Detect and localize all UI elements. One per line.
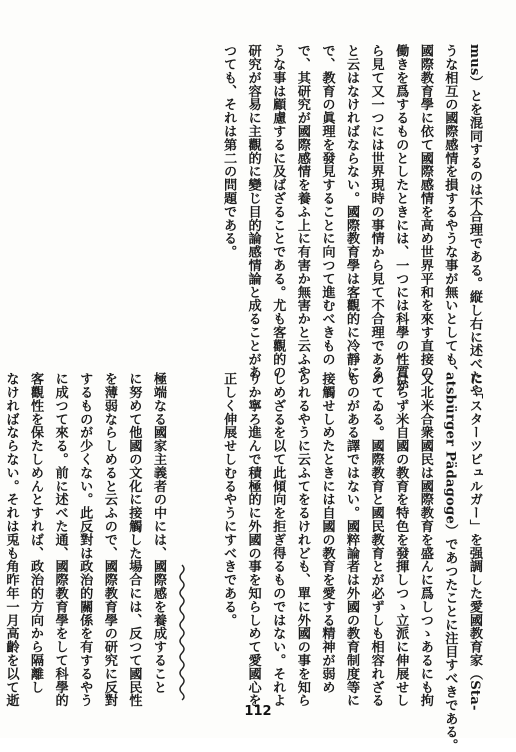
- text-line: 極端なる國家主義者の中には、國際感を養成すること: [151, 372, 166, 694]
- text-line: に努めて他國の文化に接觸した場合には、反つて國民性: [126, 372, 142, 707]
- text-line: はらず米自國の教育を特色を發揮しつゝ立派に伸展せし: [393, 372, 409, 707]
- text-line: られるやうに云ふてをるけれども、單に外國の事を知ら: [294, 372, 310, 707]
- text-line: なければならない。それは兎も角昨年一月高齡を以て逝: [3, 372, 19, 707]
- text-line: 正しく伸展せしむるやうにすべきである。: [221, 372, 237, 627]
- text-line: しめざるを以て此傾向を拒ぎ得るものではない。それよ: [270, 372, 286, 707]
- text-line: 研究が容易に主觀的に變じ目的論感情論と成ることがあ: [245, 44, 261, 379]
- text-line: atsbürger Pädagoge）であつたことに注目すべきである。: [442, 372, 458, 752]
- page-number: 112: [244, 704, 272, 719]
- section-divider-wavy-line: [176, 565, 188, 700]
- text-line: 働きを爲するものとしたときには、一つには科學の性質か: [393, 44, 409, 393]
- text-line: で、其研究が國際感情を養ふ上に有害か無害かと云ふや: [294, 44, 310, 379]
- text-line: うな事は顧慮するに及ばざることである。尤も客觀的の: [270, 44, 286, 379]
- text-line: するものが少くない。此反對は政治的關係を有するやう: [77, 372, 93, 707]
- bottom-left-text-block: [3, 372, 170, 707]
- text-line: つても、それは第二の問題である。: [221, 44, 237, 259]
- text-line: ら見て又一つには世界現時の事情から見て不合理である: [368, 44, 384, 379]
- text-line: mus）とを混同するのは不合理である。縦し右に述べたや: [467, 44, 482, 398]
- text-line: めてゐる。國際教育と國民教育とが必ずしも相容れざる: [368, 372, 384, 707]
- text-line: を薄弱ならしめると云ふので、國際教育學の研究に反對: [101, 372, 117, 707]
- text-line: 國際教育學に依て國際感情を高め世界平和を來す直接の: [417, 44, 433, 379]
- top-text-block: [30, 44, 486, 398]
- text-line: ものがある譯ではない。國粹論者は外國の教育制度等に: [344, 372, 360, 707]
- text-line: 又北米合衆國民は國際教育を盛んに爲しつゝあるにも拘: [417, 372, 433, 707]
- text-line: 接觸せしめたときには自國の教育を愛する精神が弱め: [319, 372, 335, 694]
- text-line: 客觀性を保たしめんとすれば、政治的方向から隔離し: [28, 372, 44, 694]
- text-line: に成つて來る。前に述べた通、國際教育學をして科學的: [52, 372, 68, 707]
- text-line: うな相互の國際感情を損するやうな事が無いとしても、: [442, 44, 458, 379]
- text-line: で、教育の眞理を發見することに向つて進むべきもの: [319, 44, 335, 366]
- text-line: と云はなければならない。國際教育學は客觀的に冷靜に: [344, 44, 360, 379]
- text-line: りか寧ろ進んで積極的に外國の事を知らしめて愛國心を: [245, 372, 261, 707]
- text-line: に「スターツピュルガー」を强調した愛國教育家（Sta-: [467, 372, 482, 711]
